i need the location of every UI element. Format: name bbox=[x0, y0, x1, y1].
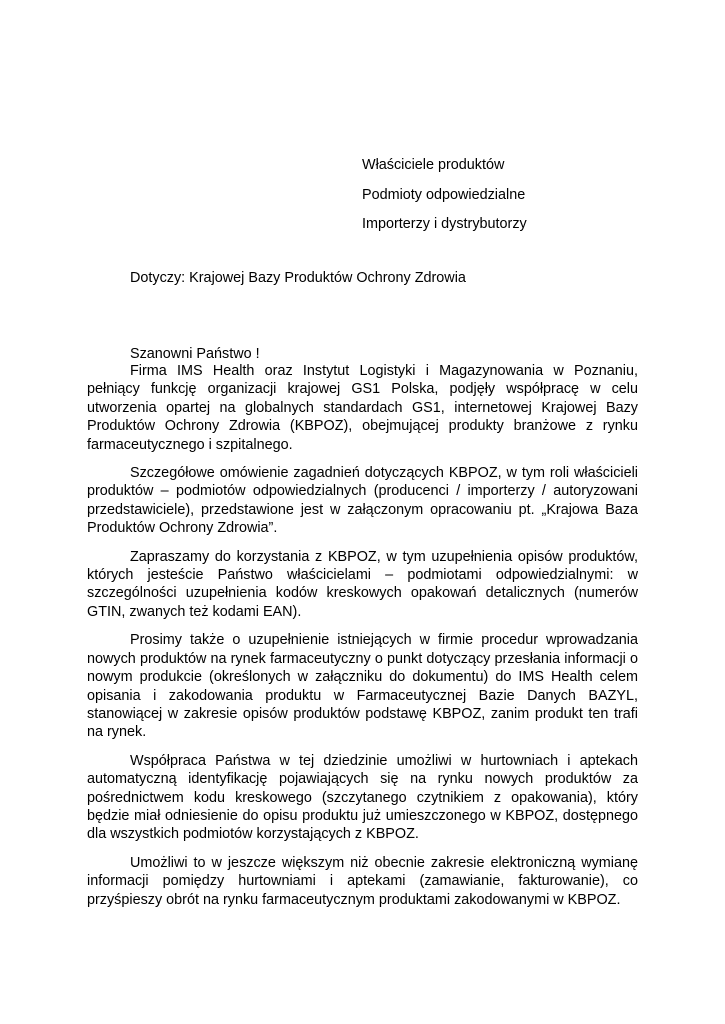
body-paragraph: Współpraca Państwa w tej dziedzinie umożliwi w hurtowniach i aptekach automatyczną identyfikację pojawiających się na rynku nowych produktów za pośrednictwem kodu kreskowego (szczytanego czytnikiem z opakowania), który będzie miał odniesienie do opisu produktu już umieszczonego w KBPOZ, dostępnego dla wszystkich podmiotów korzystających z KBPOZ. bbox=[87, 752, 638, 843]
recipient-line: Właściciele produktów bbox=[362, 157, 505, 173]
letter-body bbox=[87, 362, 638, 919]
body-paragraph: Firma IMS Health oraz Instytut Logistyki i Magazynowania w Poznaniu, pełniący funkcję organizacji krajowej GS1 Polska, podjęły współpracę w celu utworzenia opartej na globalnych standardach GS1, internetowej Krajowej Bazy Produktów Ochrony Zdrowia (KBPOZ), obejmującej produkty branżowe z rynku farmaceutycznego i szpitalnego. bbox=[87, 363, 638, 453]
body-paragraph: Prosimy także o uzupełnienie istniejących w firmie procedur wprowadzania nowych produktów na rynek farmaceutyczny o punkt dotyczący przesłania informacji o nowym produkcie (określonych w załączniku do dokumentu) do IMS Health celem opisania i zakodowania produktu w Farmaceutycznej Bazie Danych BAZYL, stanowiącej w zakresie opisów produktów podstawę KBPOZ, zanim produkt ten trafi na rynek. bbox=[87, 632, 638, 741]
recipient-line: Importerzy i dystrybutorzy bbox=[362, 216, 527, 232]
salutation: Szanowni Państwo ! bbox=[130, 346, 260, 362]
body-paragraph: Zapraszamy do korzystania z KBPOZ, w tym uzupełnienia opisów produktów, których jesteście Państwo właścicielami – podmiotami odpowiedzialnymi: w szczególności uzupełnienia kodów kreskowych opakowań detalicznych (numerów GTIN, zwanych też kodami EAN). bbox=[87, 548, 638, 620]
body-paragraph: Umożliwi to w jeszcze większym niż obecnie zakresie elektroniczną wymianę informacji pomiędzy hurtowniami i aptekami (zamawianie, fakturowanie), co przyśpieszy obrót na rynku farmaceutycznym produktami zakodowanymi w KBPOZ. bbox=[87, 854, 638, 908]
recipients-block bbox=[362, 151, 527, 240]
recipient-line: Podmioty odpowiedzialne bbox=[362, 186, 526, 203]
body-paragraph: Szczegółowe omówienie zagadnień dotyczących KBPOZ, w tym roli właścicieli produktów – podmiotów odpowiedzialnych (producenci / importerzy / autoryzowani przedstawiciele), przedstawione jest w załączonym opracowaniu pt. „Krajowa Baza Produktów Ochrony Zdrowia”. bbox=[87, 465, 638, 537]
subject-line: Dotyczy: Krajowej Bazy Produktów Ochrony Zdrowia bbox=[130, 270, 466, 286]
